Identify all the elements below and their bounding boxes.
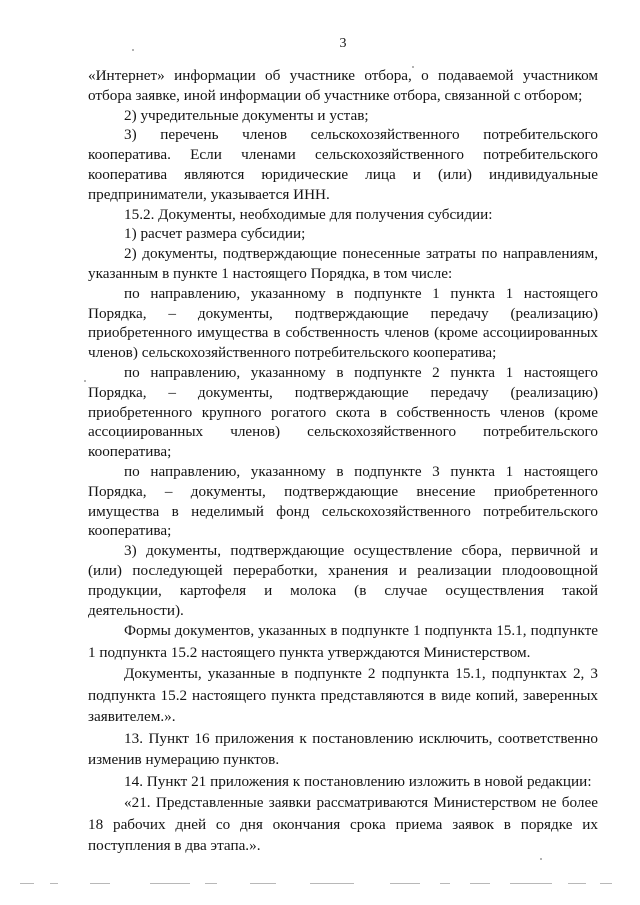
scan-footer-noise xyxy=(20,883,620,886)
scan-noise-segment xyxy=(310,883,354,884)
scan-speck xyxy=(540,858,542,860)
scan-noise-segment xyxy=(150,883,190,884)
paragraph: 2) учредительные документы и устав; xyxy=(124,106,369,124)
scan-noise-segment xyxy=(568,883,586,884)
scan-noise-segment xyxy=(50,883,58,884)
scan-noise-segment xyxy=(250,883,276,884)
paragraph: «Интернет» информации об участнике отбора, о подаваемой участником отбора заявке, иной информации об участнике отбора, связанной с отбором; xyxy=(88,67,598,104)
scan-noise-segment xyxy=(600,883,612,884)
paragraph: 1) расчет размера субсидии; xyxy=(124,225,306,243)
paragraph: по направлению, указанному в подпункте 1 пункта 1 настоящего Порядка, – документы, подтверждающие передачу (реализацию) приобретенного имущества в собственность членов (кроме ассоциированных членов) сельскохозяйственного потребительского кооператива; xyxy=(88,284,598,362)
paragraph: по направлению, указанному в подпункте 3 пункта 1 настоящего Порядка, – документы, подтверждающие внесение приобретенного имущества в неделимый фонд сельскохозяйственного потребительского кооператива; xyxy=(88,462,598,540)
paragraph: 15.2. Документы, необходимые для получения субсидии: xyxy=(124,205,493,223)
scan-speck xyxy=(132,49,134,51)
scan-noise-segment xyxy=(205,883,217,884)
paragraph: 14. Пункт 21 приложения к постановлению изложить в новой редакции: xyxy=(124,772,592,790)
paragraph: 3) перечень членов сельскохозяйственного потребительского кооператива. Если членами сельскохозяйственного потребительского кооператива являются юридические лица и (или) индивидуальные предприниматели, указывается ИНН. xyxy=(88,126,598,203)
scan-noise-segment xyxy=(390,883,420,884)
paragraph: Формы документов, указанных в подпункте 1 подпункта 15.1, подпункте 1 подпункта 15.2 настоящего пункта утверждаются Министерством. xyxy=(88,622,598,661)
paragraph: 13. Пункт 16 приложения к постановлению исключить, соответственно изменив нумерацию пунктов. xyxy=(88,729,598,769)
paragraph: по направлению, указанному в подпункте 2 пункта 1 настоящего Порядка, – документы, подтверждающие передачу (реализацию) приобретенного крупного рогатого скота в собственность членов (кроме ассоциированных членов) сельскохозяйственного потребительского кооператива; xyxy=(88,363,598,461)
document-body xyxy=(88,66,598,857)
scan-noise-segment xyxy=(440,883,450,884)
scan-noise-segment xyxy=(20,883,34,884)
page-number: 3 xyxy=(339,36,347,51)
scan-noise-segment xyxy=(470,883,490,884)
scan-speck xyxy=(84,380,86,382)
scan-noise-segment xyxy=(90,883,110,884)
paragraph: Документы, указанные в подпункте 2 подпункта 15.1, подпунктах 2, 3 подпункта 15.2 настоящего пункта представляются в виде копий, заверенных заявителем.». xyxy=(88,665,598,726)
scan-noise-segment xyxy=(510,883,552,884)
paragraph: «21. Представленные заявки рассматриваются Министерством не более 18 рабочих дней со дня окончания срока приема заявок в порядке их поступления в два этапа.». xyxy=(88,794,598,855)
paragraph: 2) документы, подтверждающие понесенные затраты по направлениям, указанным в пункте 1 настоящего Порядка, в том числе: xyxy=(88,245,598,282)
paragraph: 3) документы, подтверждающие осуществление сбора, первичной и (или) последующей переработки, хранения и реализации плодоовощной продукции, картофеля и молока (в случае осуществления такой деятельности). xyxy=(88,542,598,619)
